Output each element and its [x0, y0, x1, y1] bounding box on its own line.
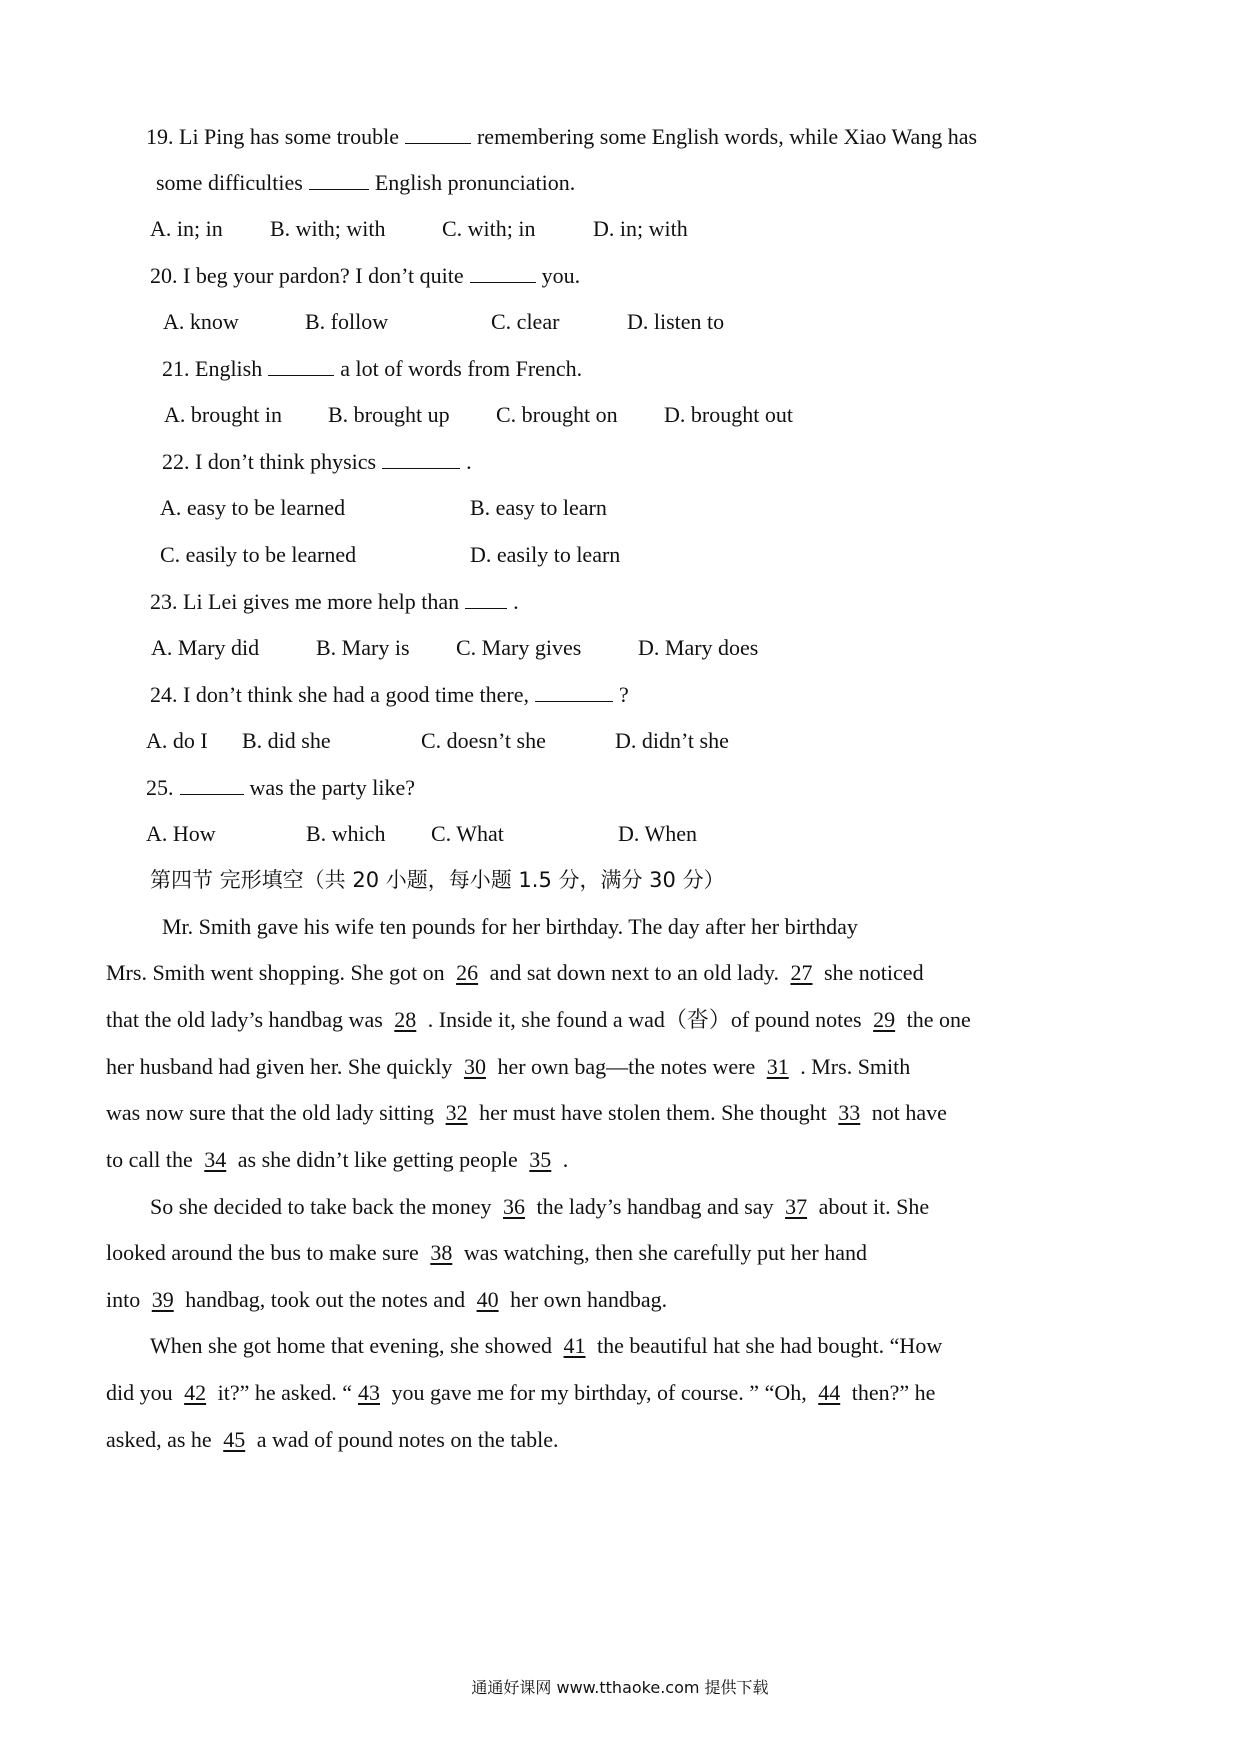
option-c: C. brought on	[496, 402, 618, 427]
cloze-text: was now sure that the old lady sitting	[106, 1100, 440, 1125]
question-text: .	[466, 449, 472, 474]
cloze-line	[106, 1052, 910, 1082]
answer-blank	[382, 448, 460, 469]
cloze-text: as she didn’t like getting people	[232, 1147, 524, 1172]
question-23	[150, 587, 519, 617]
option-c: C. Mary gives	[456, 635, 582, 660]
cloze-blank-45: 45	[223, 1427, 246, 1452]
option-b: B. did she	[242, 728, 331, 753]
question-text: a lot of words from French.	[340, 356, 583, 381]
cloze-text: to call the	[106, 1147, 199, 1172]
cloze-blank-43: 43	[358, 1380, 380, 1405]
cloze-text: that the old lady’s handbag was	[106, 1007, 389, 1032]
option-d: D. Mary does	[638, 635, 759, 660]
cloze-blank-39: 39	[151, 1287, 174, 1312]
question-text: 22. I don’t think physics	[162, 449, 377, 474]
section-heading: 第四节 完形填空（共 20 小题，每小题 1.5 分，满分 30 分）	[150, 868, 725, 892]
cloze-text: not have	[866, 1100, 947, 1125]
cloze-text: Mrs. Smith went shopping. She got on	[106, 960, 451, 985]
question-text: was the party like?	[249, 775, 416, 800]
cloze-text: did you	[106, 1380, 179, 1405]
option-b: B. with; with	[270, 216, 386, 241]
question-24	[150, 680, 629, 710]
cloze-text: her must have stolen them. She thought	[473, 1100, 833, 1125]
cloze-text: her own bag—the notes were	[491, 1054, 761, 1079]
cloze-line: Mr. Smith gave his wife ten pounds for her birthday. The day after her birthday	[162, 914, 858, 939]
cloze-blank-32: 32	[445, 1100, 468, 1125]
cloze-blank-37: 37	[785, 1194, 808, 1219]
cloze-blank-44: 44	[818, 1380, 841, 1405]
cloze-blank-35: 35	[529, 1147, 552, 1172]
question-22	[162, 447, 472, 477]
question-19-line-2	[156, 168, 575, 198]
cloze-text: looked around the bus to make sure	[106, 1240, 425, 1265]
option-a: A. easy to be learned	[160, 495, 346, 520]
question-21	[162, 354, 582, 384]
cloze-text: . Mrs. Smith	[794, 1054, 911, 1079]
cloze-text: handbag, took out the notes and	[179, 1287, 471, 1312]
option-a: A. brought in	[164, 402, 282, 427]
option-c: C. clear	[491, 309, 560, 334]
cloze-line	[150, 1192, 929, 1222]
cloze-line	[106, 1378, 935, 1408]
answer-blank	[405, 123, 471, 144]
option-d: D. didn’t she	[615, 728, 729, 753]
answer-blank	[535, 681, 613, 702]
option-a: A. How	[146, 821, 216, 846]
cloze-blank-38: 38	[430, 1240, 453, 1265]
option-d: D. easily to learn	[470, 542, 621, 567]
option-b: B. Mary is	[316, 635, 410, 660]
question-text: 21. English	[162, 356, 263, 381]
cloze-text: you gave me for my birthday, of course. ” “Oh,	[386, 1380, 813, 1405]
option-d: D. listen to	[627, 309, 725, 334]
cloze-line	[106, 958, 924, 988]
question-text: 23. Li Lei gives me more help than	[150, 589, 460, 614]
cloze-blank-41: 41	[563, 1333, 586, 1358]
cloze-blank-27: 27	[790, 960, 813, 985]
option-b: B. follow	[305, 309, 389, 334]
option-b: B. easy to learn	[470, 495, 607, 520]
cloze-text: . Inside it, she found a wad（沓）of pound notes	[422, 1007, 868, 1032]
cloze-blank-28: 28	[394, 1007, 417, 1032]
answer-blank	[309, 169, 369, 190]
option-c: C. doesn’t she	[421, 728, 546, 753]
cloze-text: So she decided to take back the money	[150, 1194, 498, 1219]
cloze-text: the lady’s handbag and say	[531, 1194, 780, 1219]
cloze-text: into	[106, 1287, 146, 1312]
option-d: D. When	[618, 821, 698, 846]
cloze-text: it?” he asked. “	[212, 1380, 352, 1405]
cloze-text: the one	[901, 1007, 971, 1032]
cloze-text: was watching, then she carefully put her hand	[458, 1240, 868, 1265]
cloze-blank-34: 34	[204, 1147, 227, 1172]
cloze-text: her own handbag.	[504, 1287, 668, 1312]
cloze-line	[150, 1331, 942, 1361]
cloze-line	[106, 1098, 947, 1128]
option-a: A. Mary did	[151, 635, 260, 660]
cloze-blank-33: 33	[838, 1100, 861, 1125]
option-a: A. know	[163, 309, 239, 334]
cloze-text: about it. She	[813, 1194, 930, 1219]
question-text: 20. I beg your pardon? I don’t quite	[150, 263, 464, 288]
cloze-text: .	[557, 1147, 569, 1172]
question-text: you.	[541, 263, 581, 288]
question-text: 25.	[146, 775, 174, 800]
page-footer: 通通好课网 www.tthaoke.com 提供下载	[471, 1678, 769, 1697]
question-text: 19. Li Ping has some trouble	[146, 124, 399, 149]
cloze-line	[106, 1238, 867, 1268]
cloze-line	[106, 1425, 559, 1455]
cloze-line	[106, 1285, 667, 1315]
cloze-text: asked, as he	[106, 1427, 218, 1452]
cloze-blank-31: 31	[766, 1054, 789, 1079]
cloze-text: and sat down next to an old lady.	[484, 960, 785, 985]
cloze-blank-42: 42	[184, 1380, 207, 1405]
question-text: .	[513, 589, 519, 614]
option-b: B. which	[306, 821, 386, 846]
option-a: A. do I	[146, 728, 208, 753]
question-text: English pronunciation.	[374, 170, 576, 195]
option-a: A. in; in	[150, 216, 223, 241]
question-text: 24. I don’t think she had a good time there,	[150, 682, 530, 707]
cloze-text: she noticed	[818, 960, 924, 985]
cloze-text: a wad of pound notes on the table.	[251, 1427, 559, 1452]
cloze-text: then?” he	[846, 1380, 936, 1405]
question-text: ?	[619, 682, 629, 707]
answer-blank	[180, 774, 244, 795]
cloze-blank-30: 30	[463, 1054, 486, 1079]
cloze-blank-36: 36	[503, 1194, 526, 1219]
cloze-blank-40: 40	[476, 1287, 499, 1312]
option-d: D. in; with	[593, 216, 688, 241]
cloze-text: When she got home that evening, she showed	[150, 1333, 558, 1358]
answer-blank	[465, 588, 507, 609]
option-c: C. easily to be learned	[160, 542, 357, 567]
question-20	[150, 261, 580, 291]
cloze-text: her husband had given her. She quickly	[106, 1054, 458, 1079]
cloze-blank-26: 26	[456, 960, 479, 985]
option-d: D. brought out	[664, 402, 793, 427]
option-b: B. brought up	[328, 402, 450, 427]
answer-blank	[470, 262, 536, 283]
question-19-line-1	[146, 122, 977, 152]
cloze-line	[106, 1145, 568, 1175]
answer-blank	[268, 355, 334, 376]
cloze-text: the beautiful hat she had bought. “How	[591, 1333, 943, 1358]
question-text: some difficulties	[156, 170, 303, 195]
option-c: C. What	[431, 821, 504, 846]
cloze-line	[106, 1005, 971, 1035]
cloze-blank-29: 29	[873, 1007, 896, 1032]
question-text: remembering some English words, while Xiao Wang has	[476, 124, 978, 149]
question-25	[146, 773, 415, 803]
option-c: C. with; in	[442, 216, 536, 241]
